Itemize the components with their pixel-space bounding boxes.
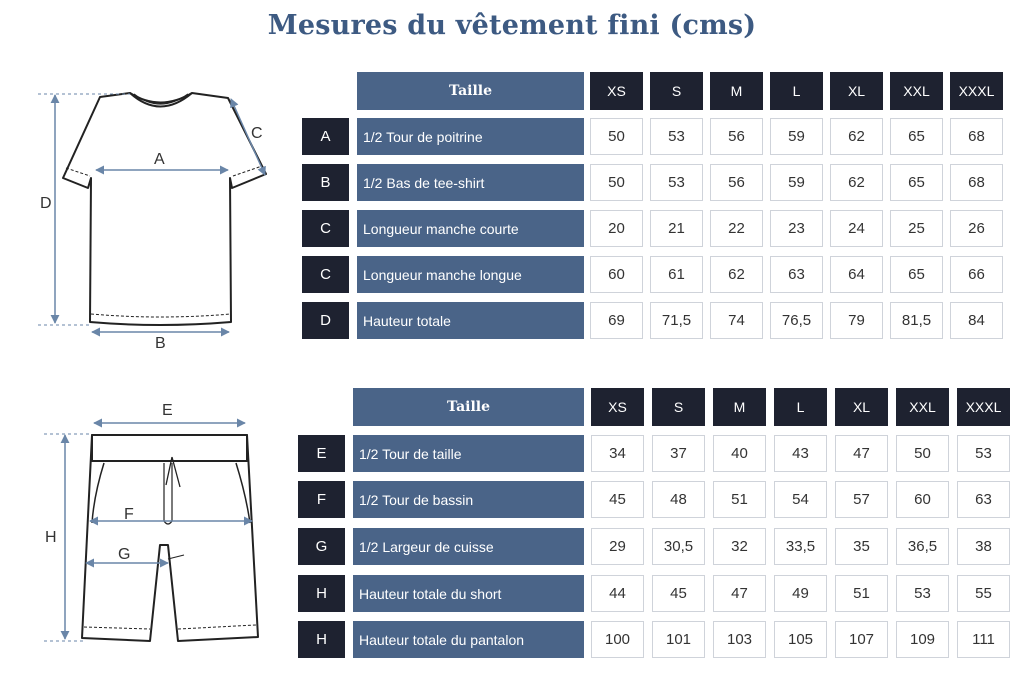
row-label: 1/2 Tour de poitrine [357, 118, 584, 155]
size-header-xs: XS [590, 72, 643, 110]
value-cell: 65 [890, 118, 943, 155]
row-label: 1/2 Tour de taille [353, 435, 584, 472]
value-cell: 53 [896, 575, 949, 612]
value-cell: 50 [590, 118, 643, 155]
value-cell: 51 [835, 575, 888, 612]
size-header-l: L [770, 72, 823, 110]
value-cell: 105 [774, 621, 827, 658]
size-header-m: M [710, 72, 763, 110]
size-header-xxl: XXL [896, 388, 949, 426]
value-cell: 50 [896, 435, 949, 472]
dim-label-h: H [45, 529, 57, 546]
value-cell: 62 [830, 118, 883, 155]
value-cell: 53 [957, 435, 1010, 472]
value-cell: 56 [710, 164, 763, 201]
row-label: Hauteur totale du short [353, 575, 584, 612]
value-cell: 63 [957, 481, 1010, 518]
row-label: 1/2 Bas de tee-shirt [357, 164, 584, 201]
dim-label-b: B [155, 335, 166, 352]
value-cell: 45 [591, 481, 644, 518]
size-header-xl: XL [835, 388, 888, 426]
value-cell: 23 [770, 210, 823, 247]
value-cell: 100 [591, 621, 644, 658]
dim-label-d: D [40, 195, 52, 212]
value-cell: 37 [652, 435, 705, 472]
value-cell: 43 [774, 435, 827, 472]
row-label: Longueur manche longue [357, 256, 584, 293]
value-cell: 45 [652, 575, 705, 612]
row-code: B [302, 164, 349, 201]
value-cell: 66 [950, 256, 1003, 293]
size-header-m: M [713, 388, 766, 426]
value-cell: 33,5 [774, 528, 827, 565]
row-label: Hauteur totale du pantalon [353, 621, 584, 658]
row-code: C [302, 256, 349, 293]
value-cell: 65 [890, 164, 943, 201]
value-cell: 60 [590, 256, 643, 293]
row-code: H [298, 575, 345, 612]
value-cell: 40 [713, 435, 766, 472]
tshirt-shape [63, 93, 266, 325]
value-cell: 81,5 [890, 302, 943, 339]
page-title: Mesures du vêtement fini (cms) [267, 10, 757, 41]
value-cell: 62 [710, 256, 763, 293]
value-cell: 34 [591, 435, 644, 472]
value-cell: 59 [770, 118, 823, 155]
row-code: H [298, 621, 345, 658]
shorts-diagram [0, 395, 290, 655]
row-code: E [298, 435, 345, 472]
value-cell: 56 [710, 118, 763, 155]
value-cell: 22 [710, 210, 763, 247]
size-header-l: L [774, 388, 827, 426]
value-cell: 65 [890, 256, 943, 293]
value-cell: 54 [774, 481, 827, 518]
value-cell: 57 [835, 481, 888, 518]
value-cell: 62 [830, 164, 883, 201]
value-cell: 107 [835, 621, 888, 658]
value-cell: 101 [652, 621, 705, 658]
value-cell: 49 [774, 575, 827, 612]
dim-label-c: C [251, 125, 263, 142]
value-cell: 29 [591, 528, 644, 565]
size-header-xxxl: XXXL [957, 388, 1010, 426]
value-cell: 103 [713, 621, 766, 658]
value-cell: 44 [591, 575, 644, 612]
value-cell: 24 [830, 210, 883, 247]
size-header-xxxl: XXXL [950, 72, 1003, 110]
value-cell: 53 [650, 164, 703, 201]
dim-label-f: F [124, 506, 134, 523]
value-cell: 61 [650, 256, 703, 293]
value-cell: 111 [957, 621, 1010, 658]
dim-label-a: A [154, 151, 165, 168]
value-cell: 32 [713, 528, 766, 565]
value-cell: 84 [950, 302, 1003, 339]
value-cell: 26 [950, 210, 1003, 247]
value-cell: 74 [710, 302, 763, 339]
size-header-xs: XS [591, 388, 644, 426]
table-header-taille: Taille [353, 388, 584, 426]
row-label: Longueur manche courte [357, 210, 584, 247]
table-header-taille: Taille [357, 72, 584, 110]
row-code: F [298, 481, 345, 518]
row-code: A [302, 118, 349, 155]
value-cell: 68 [950, 164, 1003, 201]
value-cell: 50 [590, 164, 643, 201]
size-header-xxl: XXL [890, 72, 943, 110]
value-cell: 59 [770, 164, 823, 201]
tshirt-diagram [0, 70, 290, 360]
shorts-shape [82, 435, 258, 641]
value-cell: 20 [590, 210, 643, 247]
value-cell: 53 [650, 118, 703, 155]
value-cell: 55 [957, 575, 1010, 612]
value-cell: 69 [590, 302, 643, 339]
row-code: C [302, 210, 349, 247]
value-cell: 21 [650, 210, 703, 247]
row-code: D [302, 302, 349, 339]
value-cell: 71,5 [650, 302, 703, 339]
value-cell: 36,5 [896, 528, 949, 565]
value-cell: 38 [957, 528, 1010, 565]
value-cell: 63 [770, 256, 823, 293]
value-cell: 51 [713, 481, 766, 518]
row-label: 1/2 Largeur de cuisse [353, 528, 584, 565]
dim-label-g: G [118, 546, 131, 563]
value-cell: 76,5 [770, 302, 823, 339]
value-cell: 64 [830, 256, 883, 293]
value-cell: 25 [890, 210, 943, 247]
value-cell: 35 [835, 528, 888, 565]
value-cell: 47 [835, 435, 888, 472]
value-cell: 60 [896, 481, 949, 518]
value-cell: 48 [652, 481, 705, 518]
size-header-s: S [650, 72, 703, 110]
dim-label-e: E [162, 402, 173, 419]
value-cell: 30,5 [652, 528, 705, 565]
size-header-xl: XL [830, 72, 883, 110]
value-cell: 79 [830, 302, 883, 339]
value-cell: 47 [713, 575, 766, 612]
row-label: 1/2 Tour de bassin [353, 481, 584, 518]
value-cell: 109 [896, 621, 949, 658]
row-label: Hauteur totale [357, 302, 584, 339]
value-cell: 68 [950, 118, 1003, 155]
row-code: G [298, 528, 345, 565]
size-header-s: S [652, 388, 705, 426]
